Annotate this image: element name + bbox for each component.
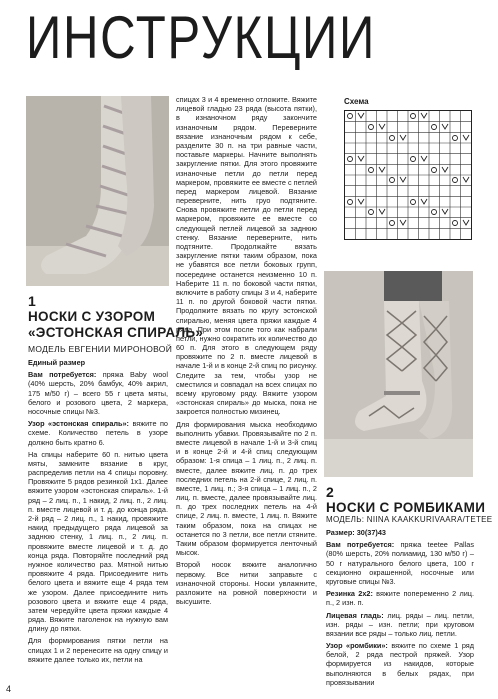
section1-title-line2: «ЭСТОНСКАЯ СПИРАЛЬ» bbox=[28, 325, 204, 340]
col1-paragraph1: На спицы наберите 60 п. нитью цвета мяты, замкните вязание в круг, распределив петли на 4 спицы поровну. Провяжите 5 рядов резинкой 1х1. Далее вяжите узором «эстонская спираль». 1-й ряд – 2 лиц. п., 1 накид, 2 лиц. п., 2 лиц. п. вместе лицевой и т. д. до конца ряда. 2-й ряд – 2 лиц. п., 1 накид, провяжите накид предыдущего ряда лицевой за заднюю стенку, 1 лиц. п., 2 лиц. п. провяжите вместе лицевой и т. д. до конца ряда. Повторяйте последний ряд нужное количество раз. Мятной нитью провяжите 4 ряда. Присоедините нить белого цвета и вяжите еще 4 ряда тем же узором. Далее присоедините нить розового цвета и вяжите еще 4 ряда, затем чередуйте цвета пряжи каждые 4 ряда. Вяжите паголенок на нужную вам длину до пятки. bbox=[28, 449, 168, 634]
col1-paragraph2: Для формирования пятки петли на спицах 1 и 2 перенесите на одну спицу и вяжите далее только их, петли на bbox=[28, 636, 168, 664]
diamond-text: вяжите по схеме 1 ряд белой, 2 ряда пестрой пряжей. Узор формируется из накидов, которые выполняются в белых рядах, при провязывании bbox=[326, 641, 475, 687]
diamond-socks-photo bbox=[324, 271, 473, 477]
section2-body bbox=[326, 528, 474, 690]
rib-text: вяжите попеременно 2 лиц. п., 2 изн. п. bbox=[326, 589, 474, 608]
size2-value: 30(37)43 bbox=[356, 528, 386, 537]
page-number: 4 bbox=[6, 684, 12, 694]
stockinette-text: лиц. ряды – лиц. петли, изн. ряды – изн. петли; при круговом вязании все ряды – только лиц. петли. bbox=[326, 610, 475, 638]
section2-title: НОСКИ С РОМБИКАМИ bbox=[326, 500, 486, 515]
materials2-text: пряжа teetee Pallas (80% шерсть, 20% полиамид, 130 м/50 г) – 50 г натурального белого цвета, 100 г секционно окрашенной, носочные или круговые спицы №3. bbox=[326, 540, 474, 586]
pattern-schema-grid bbox=[344, 110, 472, 240]
col2-paragraph1: спицах 3 и 4 временно отложите. Вяжите лицевой гладью 23 ряда (высота пятки), в изнаночном ряду закончите изнаночным рядом. Переверните вязание изнаночным рядом к себе, разделите 30 п. на три равные части, поставьте маркеры. Начните выполнять закругление пятки. Для этого провяжите изнаночные петли до петли перед маркером, провяжите ее вместе с петлей перед маркером лицевой. Вязание переверните, нить груо подтяните. Снова провяжите петли до петли перед маркером, провяжите ее вместе со следующей петлей лицевой за заднюю стенку. Вязание переверните, нить подтяните. Продолжайте вязать закругление пятки таким образом, пока не убавятся все петли боковых групп, посередине останется неизменно 10 п. Наберите 11 п. по боковой части пятки, включите в работу спицы 3 и 4, наберите 11 п. по другой боковой части пятки. Продолжите вязать по кругу эстонской спиралью, меняя цвета пряжи каждые 4 ряда. При этом после того как набрали петли, нужно сократить их количество до 60 п. Для этого в следующем ряду провяжите по 2 п. вместе лицевой в начале 1-й и в конце 2-й спиц по рисунку. Следите за тем, чтобы узор не сместился и совпадал на всех спицах по всему круговому ряду. Вяжите узором «эстонская спираль» до мыска, пока не закроется полностью мизинец. bbox=[176, 95, 317, 417]
pattern-label: Узор «эстонская спираль»: bbox=[28, 419, 129, 429]
rib-label: Резинка 2х2: bbox=[326, 589, 373, 599]
col2-paragraph2: Для формирования мыска необходимо выполнить убавки. Провязывайте по 2 п. вместе лицевой в начале 1-й и 3-й спиц и в конце 2-й и 4-й спиц следующим образом: 1-я спица – 1 лиц. п., 2 лиц. п. вместе, далее вяжите лиц. п. до трех последних петель на 2-й спице, 2 лиц. п. вместе, 1 лиц. п.; 3-я спица – 1 лиц. п., 2 лиц. п. вместе, далее провязывайте лиц. п. до трех последних петель на 4-й спице, 2 лиц. п. вместе, 1 лиц. п. Вяжите таким образом, пока на спицах не останется по 3 петли, все петли стяните. Таким образом формируется ленточный мысок. bbox=[176, 419, 317, 558]
section1-column1 bbox=[28, 358, 168, 667]
section1-number: 1 bbox=[28, 293, 36, 309]
materials-label: Вам потребуется: bbox=[28, 370, 97, 380]
section1-model: МОДЕЛЬ ЕВГЕНИИ МИРОНОВОЙ bbox=[28, 344, 173, 354]
section1-title-line1: НОСКИ С УЗОРОМ bbox=[28, 309, 156, 324]
col2-paragraph3: Второй носок вяжите аналогично первому. Все нитки заправьте с изнаночной стороны. Носки увлажните, разложите на ровной поверхности и высушите. bbox=[176, 560, 317, 607]
stockinette-label: Лицевая гладь: bbox=[326, 610, 384, 620]
section2-model: МОДЕЛЬ: NIINA KAAKKURIVAARA/TETEE bbox=[326, 515, 493, 524]
materials-text: пряжа Baby wool (40% шерсть, 20% бамбук, 40% акрил, 175 м/50 г) – всего 55 г цвета мяты, белого и розового цвета, 2 маркера, носочные спицы №3. bbox=[28, 370, 168, 416]
schema-label: Схема bbox=[344, 97, 369, 106]
spiral-socks-photo bbox=[26, 96, 169, 286]
section2-number: 2 bbox=[326, 484, 334, 500]
size-label: Единый размер bbox=[28, 358, 86, 367]
pattern-text: вяжите по схеме. Количество петель в узоре должно быть кратно 6. bbox=[28, 419, 168, 447]
size2-label: Размер: bbox=[326, 528, 355, 537]
section1-column2 bbox=[176, 95, 317, 609]
page-title: ИНСТРУКЦИИ bbox=[26, 4, 377, 71]
diamond-label: Узор «ромбики»: bbox=[326, 641, 388, 651]
materials2-label: Вам потребуется: bbox=[326, 540, 395, 550]
